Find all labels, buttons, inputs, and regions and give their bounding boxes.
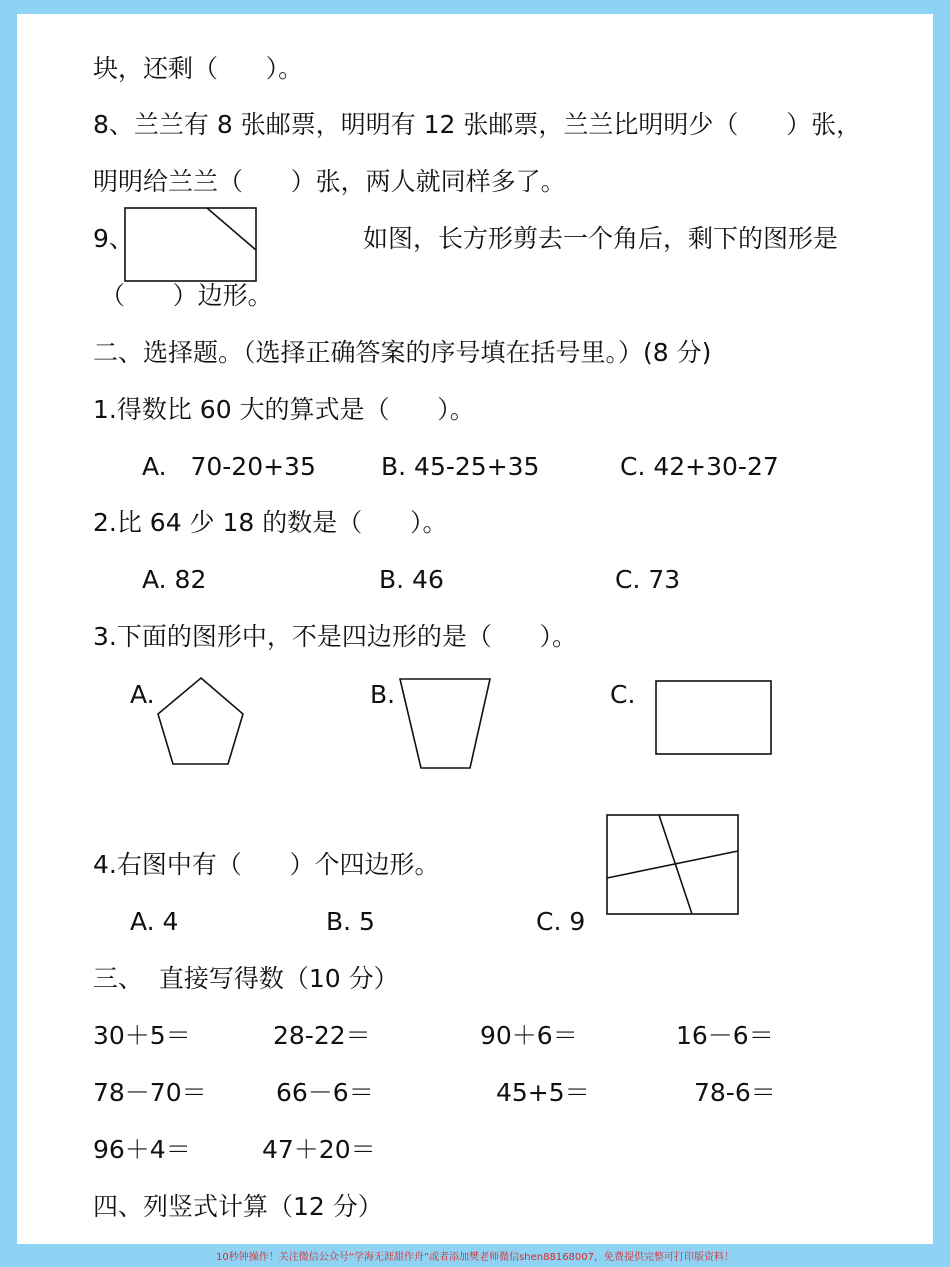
choice-3-option-a: A. <box>130 680 155 709</box>
calc-item: 78-6＝ <box>694 1078 776 1107</box>
choice-4-option-c: C. 9 <box>536 907 586 936</box>
calc-item: 96＋4＝ <box>93 1135 191 1164</box>
trapezoid-shape <box>400 679 490 768</box>
choice-1-option-b: B. 45-25+35 <box>381 452 540 481</box>
footer-notice: 10秒钟操作！关注微信公众号“学海无涯甜作舟”或者添加樊老师微信shen88168007，免费提供完整可打印版资料！ <box>215 1252 735 1263</box>
choice-3-option-c: C. <box>610 680 636 709</box>
q9-cut-rectangle-figure <box>125 208 256 281</box>
section-4-heading: 四、列竖式计算（12 分） <box>93 1192 383 1221</box>
choice-question-4: 4.右图中有（ ）个四边形。 <box>93 850 440 879</box>
calc-item: 66－6＝ <box>276 1078 374 1107</box>
calc-item: 28-22＝ <box>273 1021 371 1050</box>
choice-4-option-a: A. 4 <box>130 907 179 936</box>
section-2-heading: 二、选择题。（选择正确答案的序号填在括号里。）(8 分) <box>93 338 712 367</box>
calc-item: 78－70＝ <box>93 1078 207 1107</box>
choice-2-option-b: B. 46 <box>379 565 444 594</box>
q7-continuation: 块，还剩（ ）。 <box>93 54 304 83</box>
question-8-line1: 8、兰兰有 8 张邮票，明明有 12 张邮票，兰兰比明明少（ ）张， <box>93 110 862 139</box>
calc-item: 16－6＝ <box>676 1021 774 1050</box>
choice-4-option-b: B. 5 <box>326 907 375 936</box>
calc-item: 45+5＝ <box>496 1078 590 1107</box>
choice-question-3: 3.下面的图形中，不是四边形的是（ ）。 <box>93 622 578 651</box>
choice-3-option-b: B. <box>370 680 396 709</box>
choice-question-1: 1.得数比 60 大的算式是（ ）。 <box>93 395 475 424</box>
question-9-answer: （ ）边形。 <box>100 281 273 310</box>
choice-question-2: 2.比 64 少 18 的数是（ ）。 <box>93 508 448 537</box>
choice-1-option-c: C. 42+30-27 <box>620 452 779 481</box>
question-9-number: 9、 <box>93 224 134 253</box>
choice-2-option-a: A. 82 <box>142 565 207 594</box>
question-8-line2: 明明给兰兰（ ）张，两人就同样多了。 <box>93 167 566 196</box>
calc-item: 47＋20＝ <box>262 1135 376 1164</box>
q4-divided-rectangle-figure <box>607 815 738 914</box>
section-3-heading: 三、 直接写得数（10 分） <box>93 964 399 993</box>
calc-item: 90＋6＝ <box>480 1021 578 1050</box>
pentagon-shape <box>158 678 243 764</box>
rectangle-shape <box>125 208 256 281</box>
question-9-text: 如图，长方形剪去一个角后，剩下的图形是 <box>363 224 839 253</box>
choice-1-option-a: A. 70-20+35 <box>142 452 316 481</box>
calc-item: 30＋5＝ <box>93 1021 191 1050</box>
cut-corner-line <box>207 208 256 250</box>
choice-2-option-c: C. 73 <box>615 565 681 594</box>
rectangle-shape <box>656 681 771 754</box>
